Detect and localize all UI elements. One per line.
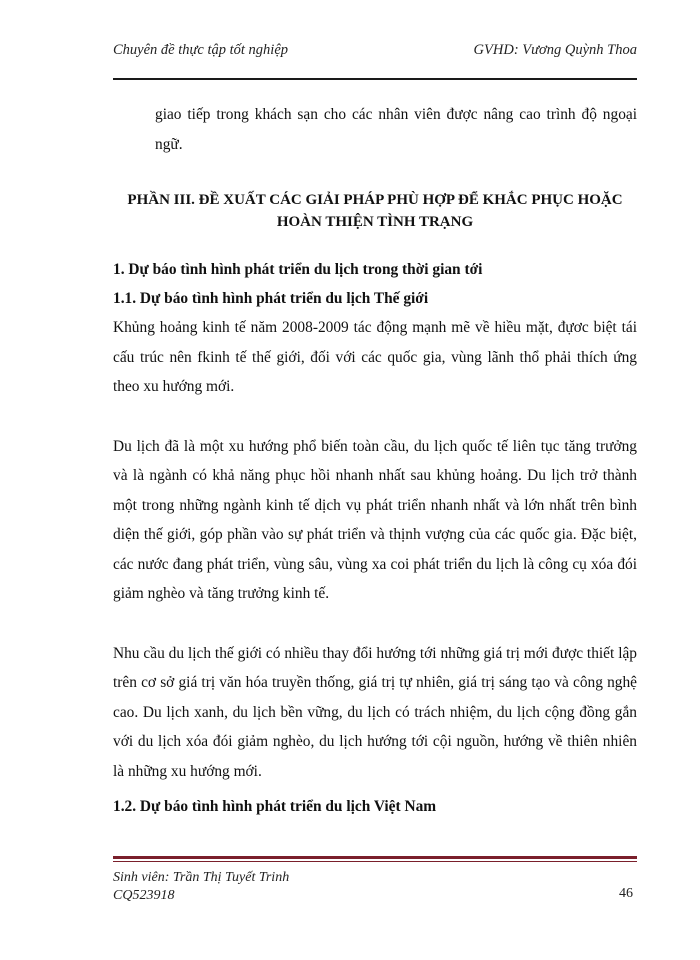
footer-student-id: CQ523918 xyxy=(113,888,175,903)
page-content xyxy=(113,100,637,821)
header-report-title: Chuyên đề thực tập tốt nghiệp xyxy=(113,42,289,58)
heading-1-2: 1.2. Dự báo tình hình phát triển du lịch Việt Nam xyxy=(113,798,437,815)
page-header xyxy=(113,38,637,80)
section-title xyxy=(113,189,637,233)
paragraph-2: Du lịch đã là một xu hướng phổ biến toàn cầu, du lịch quốc tế liên tục tăng trưởng và là ngành có khả năng phục hồi nhanh nhất sau khủng hoảng. Du lịch trở thành một trong những ngành kinh tế dịch vụ phát triển nhanh nhất và lớn nhất trên bình diện thế giới, góp phần vào sự phát triển và thịnh vượng của các quốc gia. Đặc biệt, các nước đang phát triển, vùng sâu, vùng xa coi phát triển du lịch là công cụ xóa đói giảm nghèo và tăng trưởng kinh tế. xyxy=(113,437,637,602)
section-title-line-2: HOÀN THIỆN TÌNH TRẠNG xyxy=(276,214,474,230)
continued-paragraph: giao tiếp trong khách sạn cho các nhân viên được nâng cao trình độ ngoại ngữ. xyxy=(155,106,637,153)
page-number: 46 xyxy=(619,886,633,901)
footer-divider-thin xyxy=(113,861,637,862)
paragraph-spacer xyxy=(113,609,637,639)
section-title-line-1: PHẦN III. ĐỀ XUẤT CÁC GIẢI PHÁP PHÙ HỢP ĐỂ KHẮC PHỤC HOẶC xyxy=(127,192,623,208)
paragraph-spacer xyxy=(113,402,637,432)
paragraph-3: Nhu cầu du lịch thế giới có nhiều thay đổi hướng tới những giá trị mới được thiết lập trên cơ sở giá trị văn hóa truyền thống, giá trị tự nhiên, giá trị sáng tạo và công nghệ cao. Du lịch xanh, du lịch bền vững, du lịch có trách nhiệm, du lịch cộng đồng gắn với du lịch xóa đói giảm nghèo, du lịch hướng tới cội nguồn, hướng về thiên nhiên là những xu hướng mới. xyxy=(113,644,637,780)
heading-1-1: 1.1. Dự báo tình hình phát triển du lịch Thế giới xyxy=(113,290,429,307)
page-footer xyxy=(113,856,637,905)
paragraph-1: Khủng hoảng kinh tế năm 2008-2009 tác động mạnh mẽ về hiều mặt, đựơc biệt tái cấu trúc nên fkinh tế thế giới, đối với các quốc gia, vùng lãnh thổ phải thích ứng theo xu hướng mới. xyxy=(113,319,637,395)
header-supervisor: GVHD: Vương Quỳnh Thoa xyxy=(473,42,637,58)
footer-divider-thick xyxy=(113,856,637,859)
heading-1: 1. Dự báo tình hình phát triển du lịch trong thời gian tới xyxy=(113,261,483,278)
footer-student-name: Sinh viên: Trần Thị Tuyết Trinh xyxy=(113,870,290,885)
